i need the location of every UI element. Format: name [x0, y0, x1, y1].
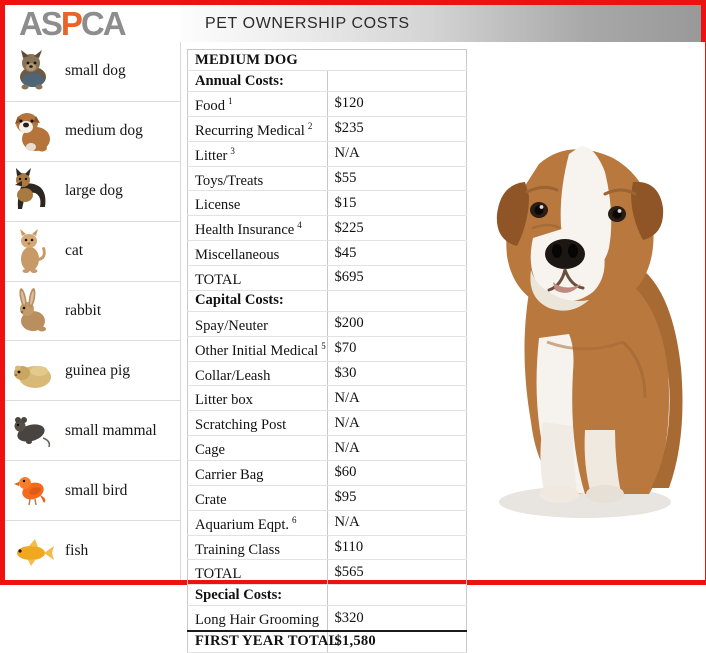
table-row — [188, 461, 467, 486]
rat-thumb — [9, 407, 59, 455]
section-value-blank — [327, 585, 467, 606]
table-row — [188, 485, 467, 510]
sidebar-item-cat[interactable] — [5, 222, 180, 282]
cost-value: N/A — [327, 510, 467, 535]
cost-label: Other Initial Medical $^5$ — [188, 336, 328, 361]
cost-label: Aquarium Eqpt. $^6$ — [188, 510, 328, 535]
title-bar — [181, 5, 701, 42]
sidebar-item-large-dog[interactable] — [5, 162, 180, 222]
sidebar-item-label: cat — [65, 242, 84, 260]
footnote-marker: 2 — [307, 120, 313, 131]
cost-label: Training Class — [188, 535, 328, 560]
pet-cost-table — [187, 49, 467, 653]
table-title: MEDIUM DOG — [188, 50, 467, 71]
section-header-annual — [188, 71, 467, 92]
sidebar-item-label: medium dog — [65, 122, 143, 140]
pet-type-sidebar — [5, 42, 181, 580]
cost-label: Toys/Treats — [188, 166, 328, 191]
section-header-capital — [188, 290, 467, 311]
cost-label: Collar/Leash — [188, 361, 328, 386]
sidebar-item-label: small bird — [65, 481, 128, 499]
cost-value: N/A — [327, 386, 467, 411]
cost-value: $60 — [327, 461, 467, 486]
grand-total-label: FIRST YEAR TOTAL — [188, 631, 328, 652]
table-row — [188, 216, 467, 241]
section-label: Capital Costs: — [188, 290, 328, 311]
cost-label: Long Hair Grooming — [188, 606, 328, 631]
bulldog-thumb — [9, 107, 59, 155]
table-row — [188, 361, 467, 386]
cost-table-container — [181, 42, 473, 650]
sidebar-item-rabbit[interactable] — [5, 282, 180, 342]
table-row-annual-total — [188, 266, 467, 291]
cost-value: $45 — [327, 241, 467, 266]
logo-part-1: AS — [19, 5, 61, 42]
table-row — [188, 141, 467, 166]
rabbit-thumb — [9, 287, 59, 335]
cost-label: Miscellaneous — [188, 241, 328, 266]
goldfish-thumb — [9, 527, 59, 575]
sidebar-item-label: large dog — [65, 182, 123, 200]
cost-value: N/A — [327, 411, 467, 436]
german-shepherd-thumb — [9, 167, 59, 215]
cost-label: Litter $^3$ — [188, 141, 328, 166]
aspca-logo[interactable] — [5, 5, 181, 42]
sidebar-item-label: small mammal — [65, 421, 157, 439]
table-row — [188, 92, 467, 117]
logo-part-2: CA — [80, 5, 125, 42]
cost-label: License — [188, 191, 328, 216]
cost-value: $55 — [327, 166, 467, 191]
grand-total-value: $1,580 — [327, 631, 467, 652]
aspca-logo-text — [19, 7, 125, 40]
sidebar-item-medium-dog[interactable] — [5, 102, 180, 162]
table-row — [188, 411, 467, 436]
cost-value: $120 — [327, 92, 467, 117]
sidebar-item-label: guinea pig — [65, 361, 130, 379]
cost-label: Health Insurance $^4$ — [188, 216, 328, 241]
sidebar-item-guinea-pig[interactable] — [5, 341, 180, 401]
cost-value: $200 — [327, 311, 467, 336]
footnote-marker: 6 — [292, 514, 297, 525]
page-body — [5, 42, 701, 650]
section-label: Annual Costs: — [188, 71, 328, 92]
cost-label: TOTAL — [188, 266, 328, 291]
table-row — [188, 336, 467, 361]
cost-value: $110 — [327, 535, 467, 560]
sidebar-item-small-dog[interactable] — [5, 42, 180, 102]
table-row — [188, 241, 467, 266]
page-title: PET OWNERSHIP COSTS — [205, 14, 410, 32]
table-row-capital-total — [188, 560, 467, 585]
cat-thumb — [9, 227, 59, 275]
cost-label: Recurring Medical $^2$ — [188, 116, 328, 141]
page-header — [5, 5, 701, 42]
cost-value: $15 — [327, 191, 467, 216]
section-label: Special Costs: — [188, 585, 328, 606]
cost-value: N/A — [327, 436, 467, 461]
footnote-marker: 3 — [230, 145, 235, 156]
sidebar-item-small-mammal[interactable] — [5, 401, 180, 461]
cost-value: N/A — [327, 141, 467, 166]
section-value-blank — [327, 71, 467, 92]
sidebar-item-label: fish — [65, 541, 89, 559]
cost-label: Litter box — [188, 386, 328, 411]
table-row — [188, 116, 467, 141]
table-row — [188, 166, 467, 191]
first-year-total-row — [188, 631, 467, 652]
cost-value: $565 — [327, 560, 467, 585]
cost-value: $225 — [327, 216, 467, 241]
cost-value: $235 — [327, 116, 467, 141]
cost-value: $70 — [327, 336, 467, 361]
table-row — [188, 191, 467, 216]
yorkshire-terrier-thumb — [9, 47, 59, 95]
section-value-blank — [327, 290, 467, 311]
section-header-special — [188, 585, 467, 606]
table-title-row — [188, 50, 467, 71]
table-row — [188, 535, 467, 560]
cost-value: $695 — [327, 266, 467, 291]
table-row — [188, 386, 467, 411]
cost-label: Cage — [188, 436, 328, 461]
footnote-marker: 1 — [228, 96, 233, 106]
cost-value: $320 — [327, 606, 467, 631]
logo-accent-letter: P — [60, 5, 81, 42]
cost-label: TOTAL — [188, 560, 328, 585]
sidebar-item-label: rabbit — [65, 302, 102, 319]
cost-value: $30 — [327, 361, 467, 386]
table-row — [188, 606, 467, 631]
canary-thumb — [9, 467, 59, 515]
guinea-pig-thumb — [9, 347, 59, 395]
cost-label: Scratching Post — [188, 411, 328, 436]
table-row — [188, 510, 467, 535]
cost-value: $95 — [327, 485, 467, 510]
cost-label: Food $^1$ — [188, 92, 328, 117]
sidebar-item-fish[interactable] — [5, 521, 180, 580]
bulldog-puppy-photo — [473, 42, 701, 580]
cost-label: Carrier Bag — [188, 461, 328, 486]
cost-label: Spay/Neuter — [188, 311, 328, 336]
sidebar-item-small-bird[interactable] — [5, 461, 180, 521]
table-row — [188, 436, 467, 461]
footnote-marker: 4 — [297, 220, 302, 231]
footnote-marker: 5 — [321, 340, 326, 351]
sidebar-item-label: small dog — [65, 62, 126, 80]
cost-label: Crate — [188, 485, 328, 510]
table-row — [188, 311, 467, 336]
